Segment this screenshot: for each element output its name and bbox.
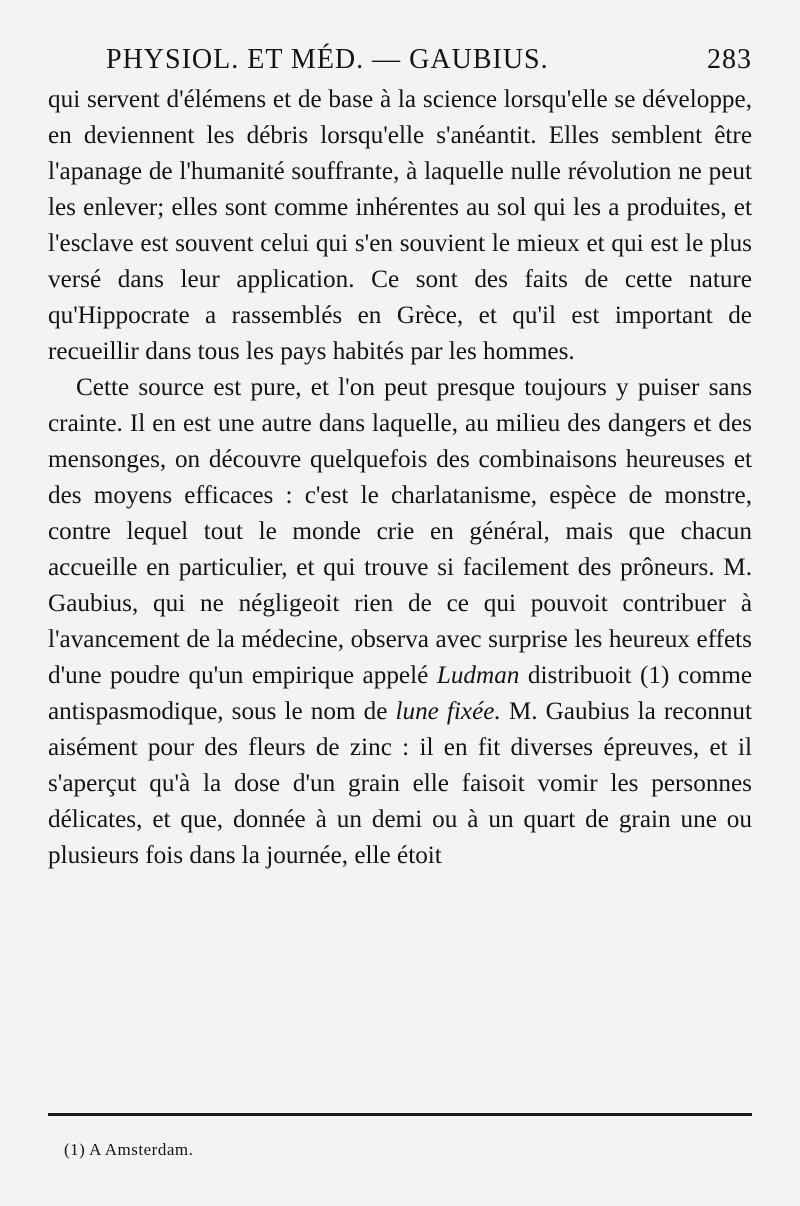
running-title: PHYSIOL. ET MÉD. — GAUBIUS. xyxy=(106,44,549,75)
footnote: (1) A Amsterdam. xyxy=(64,1140,194,1159)
paragraph-2 xyxy=(48,370,752,874)
italic-lune-fixee: lune fixée. xyxy=(395,698,501,725)
paragraph-2-text-c: M. Gaubius la reconnut aisément pour des fleurs de zinc : il en fit diverses épreuves, et il s'aperçut qu'à la dose d'un grain elle faisoit vomir les personnes délicates, et que, donnée à un demi ou à un quart de grain une ou plusieurs fois dans la journée, elle étoit xyxy=(48,698,753,869)
running-header xyxy=(48,38,752,82)
footnote-rule xyxy=(48,1113,752,1116)
italic-name-ludman: Ludman xyxy=(436,662,520,689)
page-number: 283 xyxy=(707,44,752,75)
paragraph-2-text-a: Cette source est pure, et l'on peut presque toujours y puiser sans crainte. Il en est une autre dans laquelle, au milieu des dangers et des mensonges, on découvre quelquefois des combinaisons heureuses et des moyens efficaces : c'est le charlatanisme, espèce de monstre, contre lequel tout le monde crie en général, mais que chacun accueille en particulier, et qui trouve si facilement des prôneurs. M. Gaubius, qui ne négligeoit rien de ce qui pouvoit contribuer à l'avancement de la médecine, observa avec surprise les heureux effets d'une poudre qu'un empirique appelé xyxy=(48,374,752,689)
paragraph-1: qui servent d'élémens et de base à la science lorsqu'elle se développe, en deviennent les débris lorsqu'elle s'anéantit. Elles semblent être l'apanage de l'humanité souffrante, à laquelle nulle révolution ne peut les enlever; elles sont comme inhérentes au sol qui les a produites, et l'esclave est souvent celui qui s'en souvient le mieux et qui est le plus versé dans leur application. Ce sont des faits de cette nature qu'Hippocrate a rassemblés en Grèce, et qu'il est important de recueillir dans tous les pays habités par les hommes. xyxy=(48,86,752,365)
body-text xyxy=(48,82,752,874)
paragraph-2-text-b: distribuoit (1) comme antispasmodique, sous le nom de xyxy=(48,662,753,725)
